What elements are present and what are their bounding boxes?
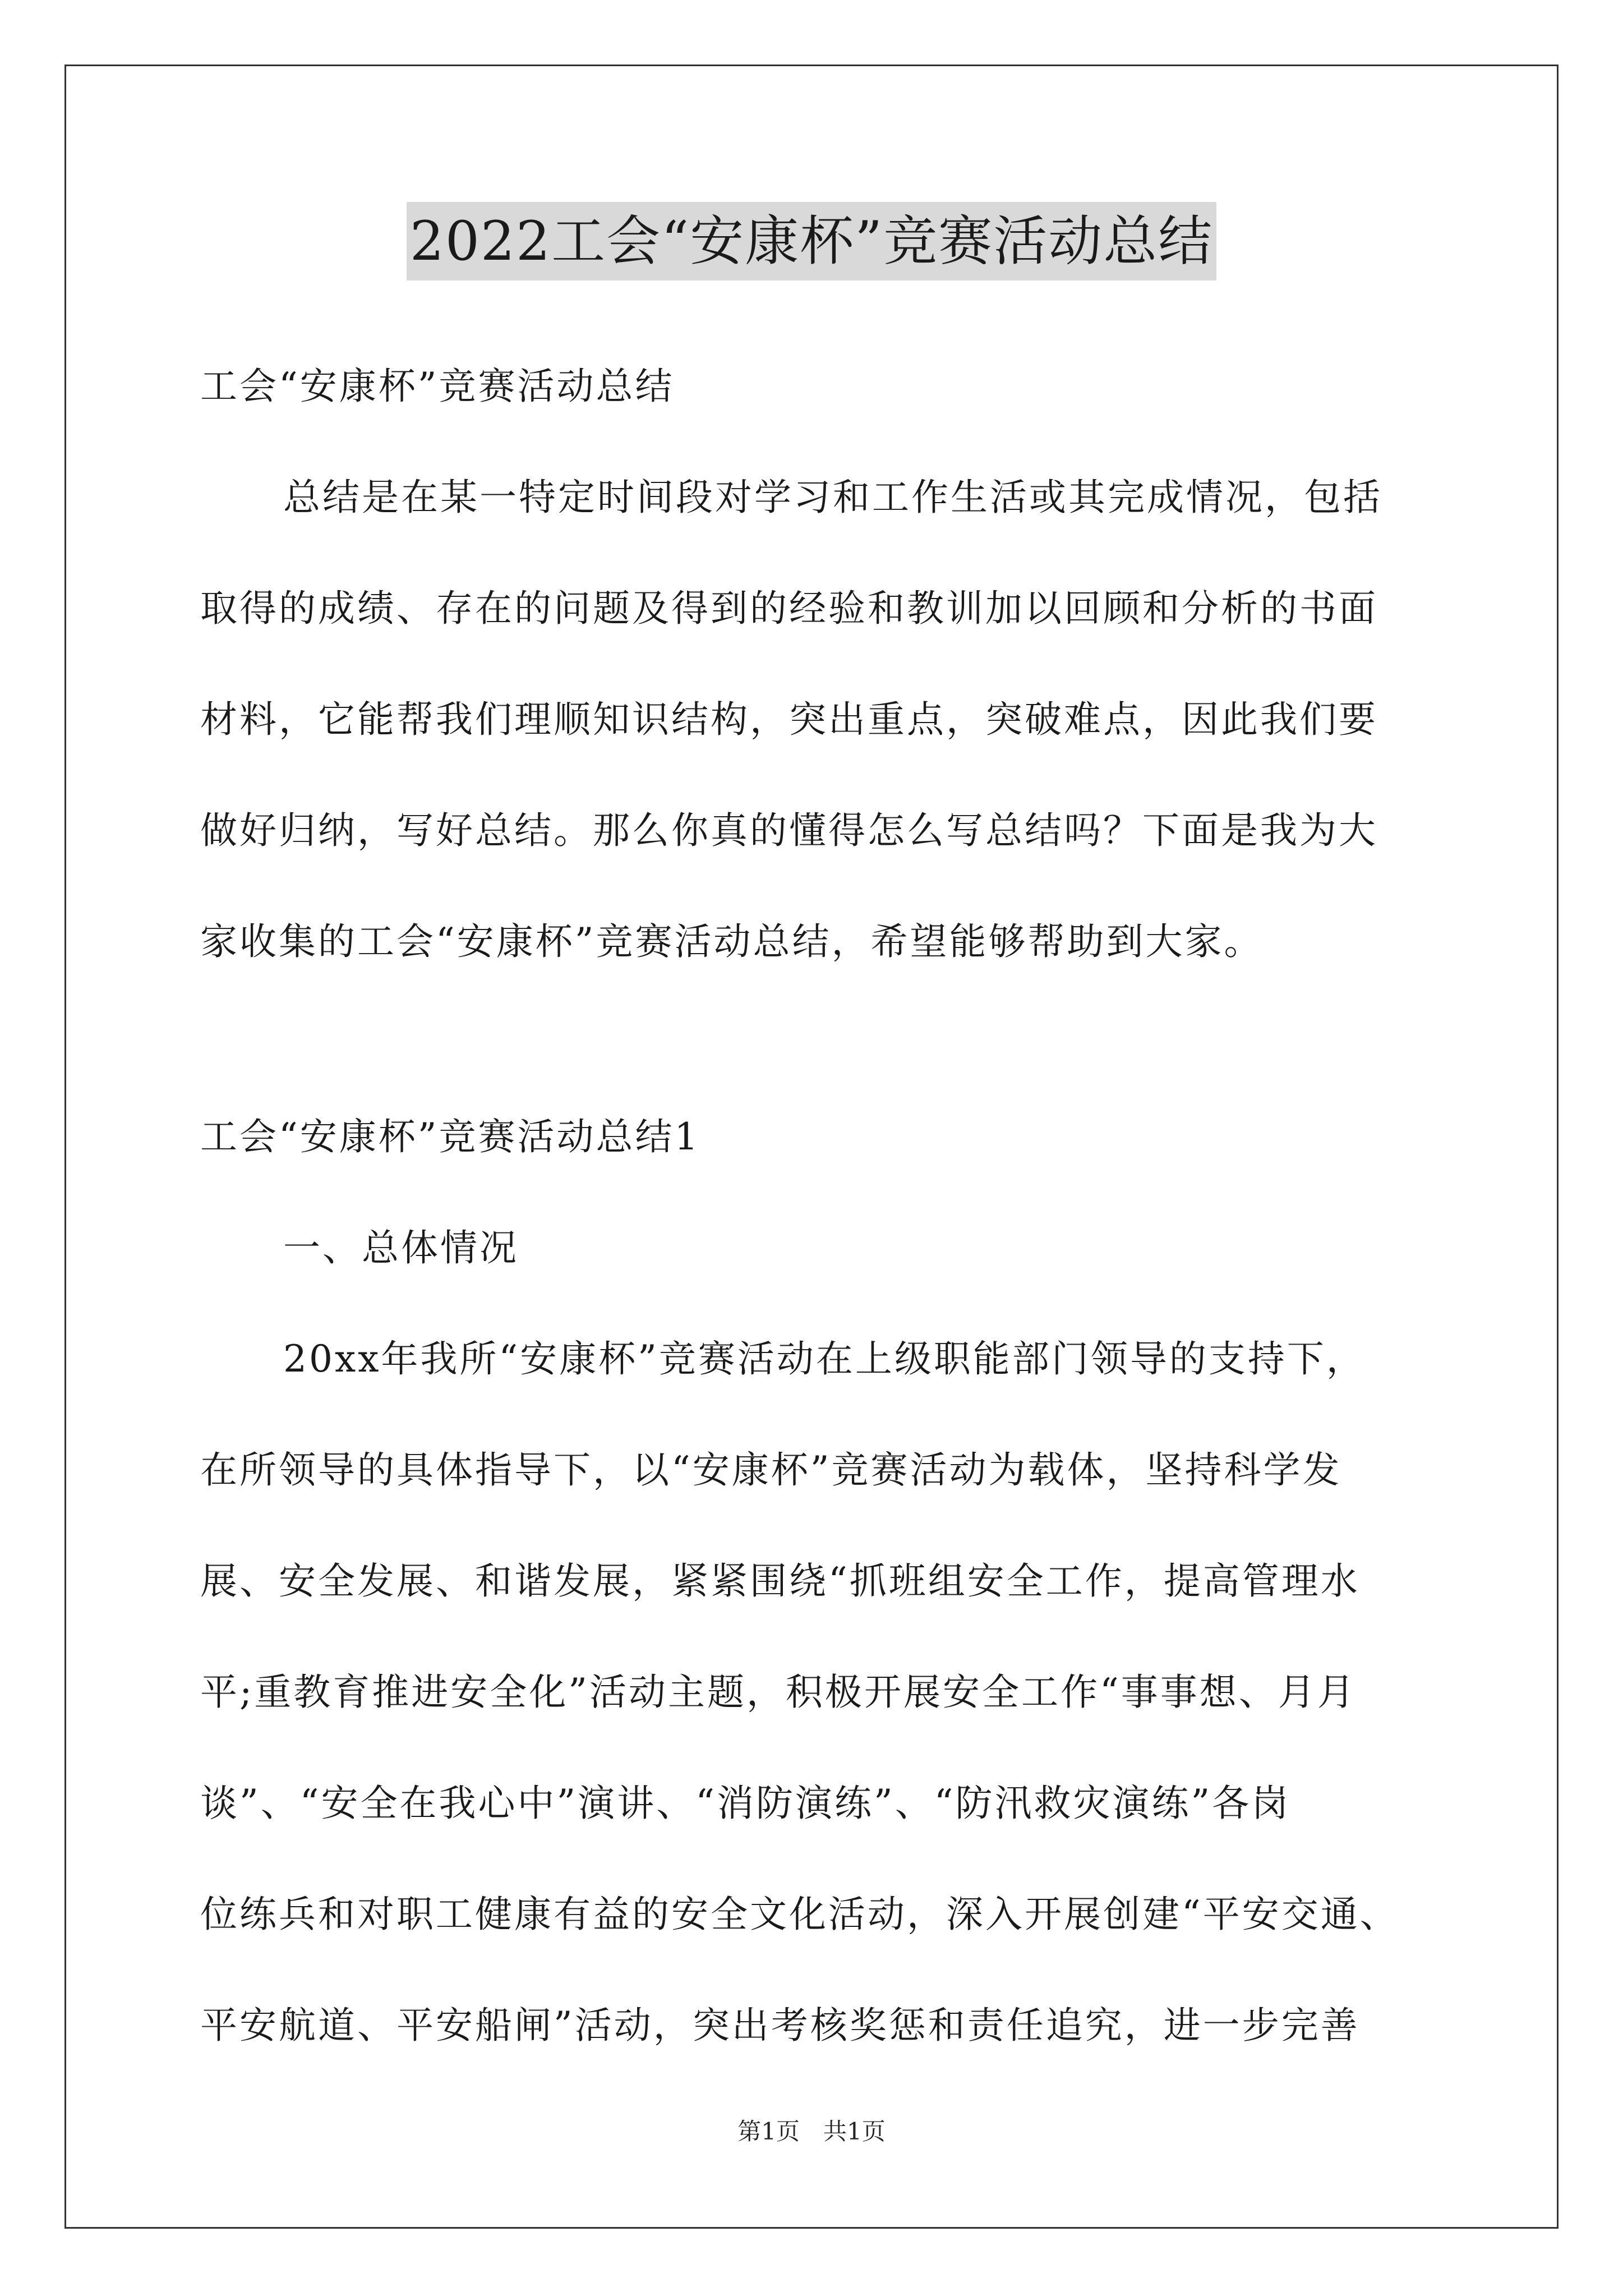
title-wrap — [0, 202, 1623, 280]
paragraph-line: 在所领导的具体指导下，以“安康杯”竞赛活动为载体，坚持科学发 — [200, 1448, 1342, 1492]
subsection-heading: 一、总体情况 — [283, 1226, 519, 1269]
paragraph-line: 材料，它能帮我们理顺知识结构，突出重点，突破难点，因此我们要 — [200, 698, 1378, 741]
paragraph-line: 20xx年我所“安康杯”竞赛活动在上级职能部门领导的支持下， — [283, 1337, 1366, 1381]
document-body — [200, 331, 1490, 2081]
paragraph-line: 谈”、“安全在我心中”演讲、“消防演练”、“防汛救灾演练”各岗 — [200, 1782, 1291, 1825]
paragraph-line: 总结是在某一特定时间段对学习和工作生活或其完成情况，包括 — [283, 476, 1382, 519]
section-heading: 工会“安康杯”竞赛活动总结1 — [200, 1115, 700, 1158]
document-title: 2022工会“安康杯”竞赛活动总结 — [407, 202, 1216, 280]
paragraph-line: 取得的成绩、存在的问题及得到的经验和教训加以回顾和分析的书面 — [200, 587, 1378, 630]
page-number-footer: 第1页 共1页 — [737, 2118, 886, 2145]
paragraph-line: 家收集的工会“安康杯”竞赛活动总结，希望能够帮助到大家。 — [200, 920, 1264, 963]
section-heading: 工会“安康杯”竞赛活动总结 — [200, 365, 675, 408]
paragraph-line: 做好归纳，写好总结。那么你真的懂得怎么写总结吗？下面是我为大 — [200, 809, 1378, 852]
paragraph-line: 平;重教育推进安全化”活动主题，积极开展安全工作“事事想、月月 — [200, 1671, 1357, 1714]
paragraph-line: 平安航道、平安船闸”活动，突出考核奖惩和责任追究，进一步完善 — [200, 2004, 1360, 2047]
section-gap — [200, 997, 1490, 1082]
paragraph-line: 展、安全发展、和谐发展，紧紧围绕“抓班组安全工作，提高管理水 — [200, 1559, 1360, 1603]
paragraph-line: 位练兵和对职工健康有益的安全文化活动，深入开展创建“平安交通、 — [200, 1893, 1399, 1936]
